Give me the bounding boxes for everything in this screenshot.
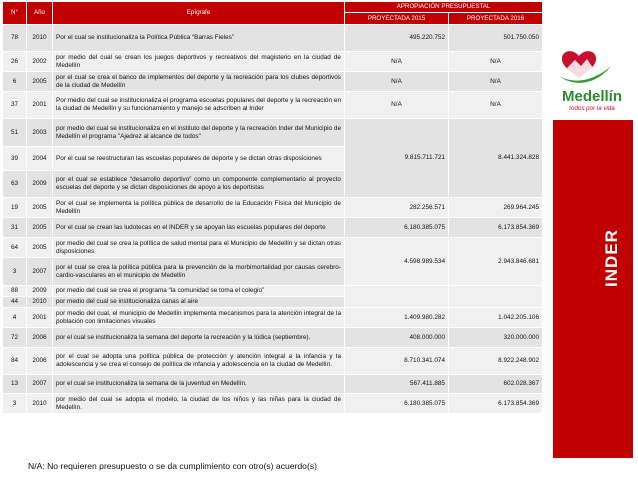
inder-label: INDER: [602, 229, 621, 287]
row-year: 2009: [27, 286, 53, 297]
row-value-2016: 320.000.000: [449, 328, 543, 348]
row-num: 3: [3, 394, 27, 414]
logo-name: Medellín: [561, 88, 623, 105]
row-num: 78: [3, 25, 27, 52]
header-proj-2016: PROYECTADA 2016: [449, 13, 543, 25]
row-value-2015: 1.409.980.282: [345, 308, 449, 328]
row-value-2015: 282.256.571: [345, 198, 449, 218]
row-year: 2001: [27, 92, 53, 119]
row-year: 2010: [27, 394, 53, 414]
row-value-2016: 602.028.367: [449, 375, 543, 394]
row-num: 44: [3, 297, 27, 308]
row-description: por el cual se institucionaliza la semana de la juventud en Medellín.: [53, 375, 345, 394]
row-num: 72: [3, 328, 27, 348]
merged-value-2015: 4.598.989.534: [345, 238, 449, 286]
row-value-2015: 6.180.385.075: [345, 218, 449, 238]
row-description: por medio del cual se adopta el modelo, la ciudad de los niños y las niñas para la ciudad de Medellín.: [53, 394, 345, 414]
row-description: Por medio del cual se institucionaliza el programa escuelas populares del deporte y la recreación en la ciudad de Medellín y su funcionamiento y manejo se adscriben al Inder: [53, 92, 345, 119]
row-na-2016: N/A: [449, 52, 543, 72]
row-description: por el cual se institucionaliza la semana del deporte la recreación y la lúdica (septiembre).: [53, 328, 345, 348]
row-description: Por el cual se reestructuran las escuelas populares de deporte y se dictan otras disposiciones: [53, 147, 345, 171]
row-value-2016: 8.922.248.902: [449, 348, 543, 375]
row-description: por medio del cual se crean los juegos deportivos y recreativos del magisterio en la ciudad de Medellín: [53, 52, 345, 72]
row-description: por el cual se adopta una política pública de protección y atención integral a la infancia y la adolescencia y se crea el consejo de política de infancia y adolescencia en la ciudad de Medellín.: [53, 348, 345, 375]
inder-label-box: [600, 218, 624, 298]
empty-cell: [449, 286, 543, 308]
merged-value-2015: 9.815.711.721: [345, 119, 449, 198]
row-na-2016: N/A: [449, 92, 543, 119]
row-description: por medio del cual se institucionaliza en el instituto del deporte y la recreación Inder del Municipio de Medellín el programa "Ajedrez al alcance de todos": [53, 119, 345, 147]
row-value-2016: 1.042.205.106: [449, 308, 543, 328]
row-year: 2007: [27, 258, 53, 286]
row-year: 2005: [27, 72, 53, 92]
row-description: Por el cual se institucionaliza la Política Pública “Barras Fieles”: [53, 25, 345, 52]
row-description: por el cual se crea el banco de implementos del deporte y la recreación para los clubes deportivos de la ciudad de Medellín: [53, 72, 345, 92]
row-value-2016: 6.173.854.369: [449, 218, 543, 238]
row-year: 2005: [27, 198, 53, 218]
row-num: 13: [3, 375, 27, 394]
header-budget: APROPIACIÓN PRESUPUESTAL: [345, 2, 543, 13]
row-description: Por el cual se crean las ludotecas en el INDER y se apoyan las escuelas populares del deporte: [53, 218, 345, 238]
row-description: Por el cual se implementa la política pública de desarrollo de la Educación Física del Municipio de Medellín: [53, 198, 345, 218]
row-na-2015: N/A: [345, 52, 449, 72]
row-num: 84: [3, 348, 27, 375]
empty-cell: [345, 286, 449, 308]
row-value-2015: 6.180.385.075: [345, 394, 449, 414]
row-year: 2005: [27, 238, 53, 258]
header-year: Año: [27, 2, 53, 25]
row-year: 2006: [27, 328, 53, 348]
row-description: por medio del cual se crea el programa “la comunidad se toma el colegio”: [53, 286, 345, 297]
row-num: 26: [3, 52, 27, 72]
row-description: por medio del cual, el municipio de Medellín implementa mecanismos para la atención integral de la población con limitaciones visuales: [53, 308, 345, 328]
row-description: por el cual se crea la política pública para la prevención de la morbimortalidad por causas cerebro-cardio-vasculares en el municipio de Medellín: [53, 258, 345, 286]
row-value-2015: 495.220.752: [345, 25, 449, 52]
row-num: 19: [3, 198, 27, 218]
row-year: 2006: [27, 348, 53, 375]
row-year: 2007: [27, 375, 53, 394]
budget-table: [2, 1, 543, 414]
header-num: N°: [3, 2, 27, 25]
row-description: por el cual se establece “desarrollo deportivo” como un componente complementario al proyecto escuelas del deporte y se dictan disposiciones de apoyo a los deportistas: [53, 171, 345, 198]
row-year: 2004: [27, 147, 53, 171]
row-num: 51: [3, 119, 27, 147]
row-na-2015: N/A: [345, 72, 449, 92]
medellin-logo: [553, 46, 631, 118]
row-value-2016: 269.964.245: [449, 198, 543, 218]
row-year: 2002: [27, 52, 53, 72]
row-num: 88: [3, 286, 27, 297]
row-year: 2003: [27, 119, 53, 147]
header-proj-2015: PROYECTADA 2015: [345, 13, 449, 25]
header-epigraph: Epígrafe: [53, 2, 345, 25]
logo-tagline: todos por la vida: [569, 105, 615, 112]
row-value-2015: 408.000.000: [345, 328, 449, 348]
row-year: 2010: [27, 297, 53, 308]
row-description: por medio del cual se institucionaliza canas al aire: [53, 297, 345, 308]
row-description: por medio del cual se crea la política de salud mental para el Municipio de Medellín y se dictan otras disposiciones: [53, 238, 345, 258]
row-value-2015: 8.710.341.074: [345, 348, 449, 375]
row-na-2015: N/A: [345, 92, 449, 119]
row-num: 4: [3, 308, 27, 328]
merged-value-2016: 8.441.324.828: [449, 119, 543, 198]
row-year: 2009: [27, 171, 53, 198]
row-year: 2010: [27, 25, 53, 52]
merged-value-2016: 2.943.846.681: [449, 238, 543, 286]
row-value-2015: 567.411.885: [345, 375, 449, 394]
row-num: 31: [3, 218, 27, 238]
row-num: 3: [3, 258, 27, 286]
row-value-2016: 6.173.854.369: [449, 394, 543, 414]
footnote: N/A: No requieren presupuesto o se da cumplimiento con otro(s) acuerdo(s): [28, 461, 317, 471]
row-num: 6: [3, 72, 27, 92]
row-year: 2005: [27, 218, 53, 238]
row-num: 63: [3, 171, 27, 198]
row-value-2016: 501.750.050: [449, 25, 543, 52]
row-num: 39: [3, 147, 27, 171]
row-num: 37: [3, 92, 27, 119]
row-year: 2001: [27, 308, 53, 328]
row-num: 64: [3, 238, 27, 258]
row-na-2016: N/A: [449, 72, 543, 92]
